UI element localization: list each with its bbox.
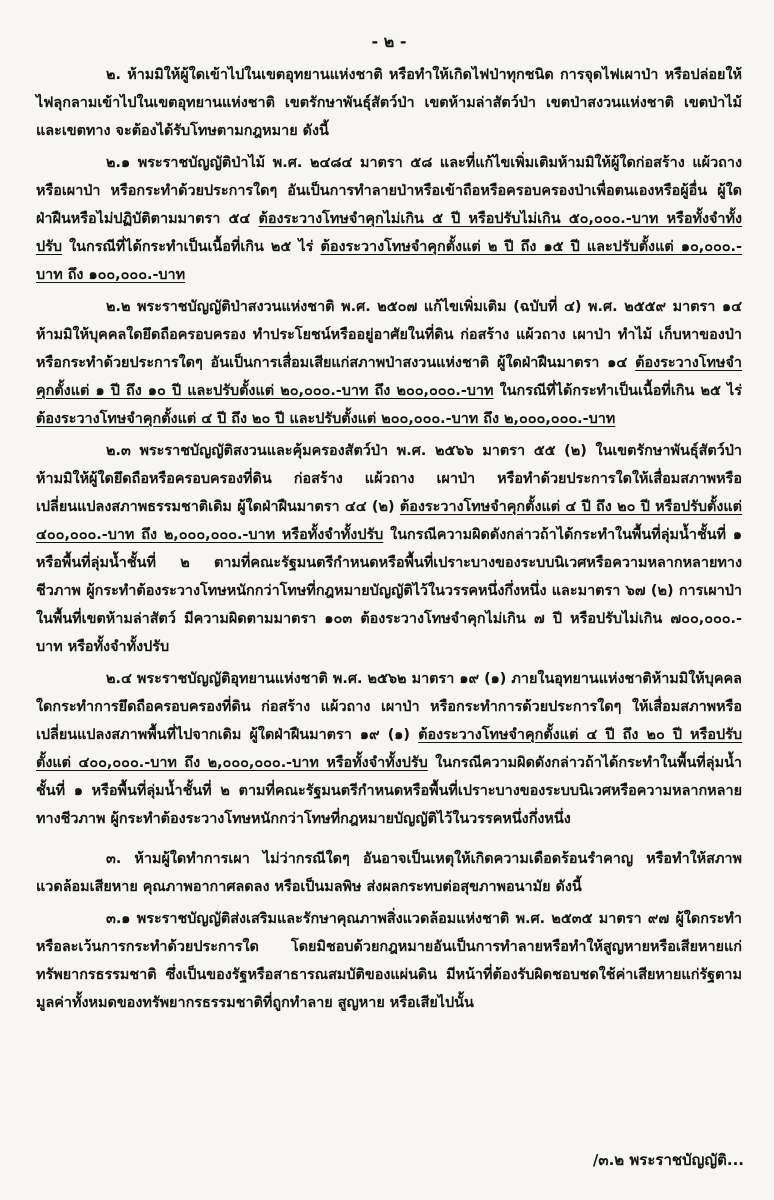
paragraph-text: ๒.๓ พระราชบัญญัติสงวนและคุ้มครองสัตว์ป่า พ.ศ. ๒๕๖๖ มาตรา ๕๕ (๒) ในเขตรักษาพันธุ์สัตว์ป่า ห้ามมิให้ผู้ใดยึดถือหรือครอบครองที่ดิน ก่อสร้าง แผ้วถาง เผาป่า หรือทำด้วยประการใดให้เสื่อมสภาพหรือเปลี่ยนแปลงสภาพธรรมชาติเดิม ผู้ใดฝ่าฝืนมาตรา ๔๔ (๒) (36, 443, 742, 515)
paragraph-text: ๒.๒ พระราชบัญญัติป่าสงวนแห่งชาติ พ.ศ. ๒๕๐๗ แก้ไขเพิ่มเติม (ฉบับที่ ๔) พ.ศ. ๒๕๕๙ มาตรา ๑๔ ห้ามมิให้บุคคลใดยึดถือครอบครอง ทำประโยชน์หรืออยู่อาศัยในที่ดิน ก่อสร้าง แผ้วถาง เผาป่า ทำไม้ เก็บหาของป่า หรือกระทำด้วยประการใดๆ อันเป็นการเสื่อมเสียแก่สภาพป่าสงวนแห่งชาติ ผู้ใดฝ่าฝืนมาตรา ๑๔ (36, 299, 742, 371)
page-number: - ๒ - (371, 32, 407, 51)
paragraph-text: ๓. ห้ามผู้ใดทำการเผา ไม่ว่ากรณีใดๆ อันอาจเป็นเหตุให้เกิดความเดือดร้อนรำคาญ หรือทำให้สภาพแวดล้อมเสียหาย คุณภาพอากาศลดลง หรือเป็นมลพิษ ส่งผลกระทบต่อสุขภาพอนามัย ดังนี้ (36, 851, 742, 895)
paragraph-text: ในกรณีที่ได้กระทำเป็นเนื้อที่เกิน ๒๕ ไร่ (493, 383, 742, 399)
paragraph-p2-2 (36, 293, 742, 433)
penalty-text-underlined: ต้องระวางโทษจำคุกตั้งแต่ ๑ ปี ถึง ๑๐ ปี และปรับตั้งแต่ ๒๐,๐๐๐.-บาท ถึง ๒๐๐,๐๐๐.-บาท (36, 355, 742, 399)
document-body (36, 61, 742, 1017)
paragraph-text: ในกรณีความผิดดังกล่าวถ้าได้กระทำในพื้นที่ลุ่มน้ำชั้นที่ ๑ หรือพื้นที่ลุ่มน้ำชั้นที่ ๒ ตามที่คณะรัฐมนตรีกำหนดหรือพื้นที่เปราะบางของระบบนิเวศหรือความหลากหลายทางชีวภาพ ผู้กระทำต้องระวางโทษหนักกว่าโทษที่กฎหมายบัญญัติไว้ในวรรคหนึ่งกึ่งหนึ่ง (36, 755, 743, 827)
penalty-text-underlined: ต้องระวางโทษจำคุกตั้งแต่ ๒ ปี ถึง ๑๕ ปี และปรับตั้งแต่ ๑๐,๐๐๐.-บาท ถึง ๑๐๐,๐๐๐.-บาท (36, 239, 742, 283)
paragraph-text: ๒.๔ พระราชบัญญัติอุทยานแห่งชาติ พ.ศ. ๒๕๖๒ มาตรา ๑๙ (๑) ภายในอุทยานแห่งชาติห้ามมิให้บุคคลใดกระทำการยึดถือครอบครองที่ดิน ก่อสร้าง แผ้วถาง เผาป่า หรือกระทำการด้วยประการใดๆ ให้เสื่อมสภาพหรือเปลี่ยนแปลงสภาพพื้นที่ไปจากเดิม ผู้ใดฝ่าฝืนมาตรา ๑๙ (๑) (36, 671, 742, 743)
paragraph-p2-4 (36, 665, 742, 833)
paragraph-p3-1 (36, 905, 742, 1017)
penalty-text-underlined: ต้องระวางโทษจำคุกตั้งแต่ ๔ ปี ถึง ๒๐ ปี หรือปรับตั้งแต่ ๔๐๐,๐๐๐.-บาท ถึง ๒,๐๐๐,๐๐๐.-บาท หรือทั้งจำทั้งปรับ (36, 499, 742, 543)
section-gap (36, 837, 742, 845)
paragraph-text: ในกรณีที่ได้กระทำเป็นเนื้อที่เกิน ๒๕ ไร่ (62, 239, 321, 255)
paragraph-p3 (36, 845, 742, 901)
paragraph-text: ในกรณีความผิดดังกล่าวถ้าได้กระทำในพื้นที่ลุ่มน้ำชั้นที่ ๑ หรือพื้นที่ลุ่มน้ำชั้นที่ ๒ ตามที่คณะรัฐมนตรีกำหนดหรือพื้นที่เปราะบางของระบบนิเวศหรือความหลากหลายทางชีวภาพ ผู้กระทำต้องระวางโทษหนักกว่าโทษที่กฎหมายบัญญัติไว้ในวรรคหนึ่งกึ่งหนึ่ง และมาตรา ๖๗ (๒) การเผาป่าในพื้นที่เขตห้ามล่าสัตว์ มีความผิดตามมาตรา ๑๐๓ ต้องระวางโทษจำคุกไม่เกิน ๗ ปี หรือปรับไม่เกิน ๗๐๐,๐๐๐.-บาท หรือทั้งจำทั้งปรับ (36, 527, 743, 655)
paragraph-p2-3 (36, 437, 742, 661)
paragraph-text: ๒. ห้ามมิให้ผู้ใดเข้าไปในเขตอุทยานแห่งชาติ หรือทำให้เกิดไฟป่าทุกชนิด การจุดไฟเผาป่า หรือปล่อยให้ไฟลุกลามเข้าไปในเขตอุทยานแห่งชาติ เขตรักษาพันธุ์สัตว์ป่า เขตห้ามล่าสัตว์ป่า เขตป่าสงวนแห่งชาติ เขตป่าไม้ และเขตทาง จะต้องได้รับโทษตามกฎหมาย ดังนี้ (36, 67, 742, 139)
paragraph-p2-1 (36, 149, 742, 289)
paragraph-text: ๓.๑ พระราชบัญญัติส่งเสริมและรักษาคุณภาพสิ่งแวดล้อมแห่งชาติ พ.ศ. ๒๕๓๕ มาตรา ๙๗ ผู้ใดกระทำหรือละเว้นการกระทำด้วยประการใด โดยมิชอบด้วยกฎหมายอันเป็นการทำลายหรือทำให้สูญหายหรือเสียหายแก่ทรัพยากรธรรมชาติ ซึ่งเป็นของรัฐหรือสาธารณสมบัติของแผ่นดิน มีหน้าที่ต้องรับผิดชอบชดใช้ค่าเสียหายแก่รัฐตามมูลค่าทั้งหมดของทรัพยากรธรรมชาติที่ถูกทำลาย สูญหาย หรือเสียไปนั้น (36, 911, 742, 1011)
penalty-text-underlined: ต้องระวางโทษจำคุกไม่เกิน ๕ ปี หรือปรับไม่เกิน ๕๐,๐๐๐.-บาท หรือทั้งจำทั้งปรับ (36, 211, 743, 255)
penalty-text-underlined: ต้องระวางโทษจำคุกตั้งแต่ ๔ ปี ถึง ๒๐ ปี และปรับตั้งแต่ ๒๐๐,๐๐๐.-บาท ถึง ๒,๐๐๐,๐๐๐.-บาท (36, 411, 616, 427)
penalty-text-underlined: ต้องระวางโทษจำคุกตั้งแต่ ๔ ปี ถึง ๒๐ ปี หรือปรับตั้งแต่ ๔๐๐,๐๐๐.-บาท ถึง ๒,๐๐๐,๐๐๐.-บาท หรือทั้งจำทั้งปรับ (36, 727, 743, 771)
paragraph-text: ๒.๑ พระราชบัญญัติป่าไม้ พ.ศ. ๒๔๘๔ มาตรา ๕๘ และที่แก้ไขเพิ่มเติมห้ามมิให้ผู้ใดก่อสร้าง แผ้วถางหรือเผาป่า หรือกระทำด้วยประการใดๆ อันเป็นการทำลายป่าหรือเข้าถือหรือครอบครองป่าเพื่อตนเองหรือผู้อื่น ผู้ใดฝ่าฝืนหรือไม่ปฏิบัติตามมาตรา ๕๔ (36, 155, 742, 227)
paragraph-p2 (36, 61, 742, 145)
continuation-note: /๓.๒ พระราชบัญญัติ... (592, 1151, 744, 1169)
